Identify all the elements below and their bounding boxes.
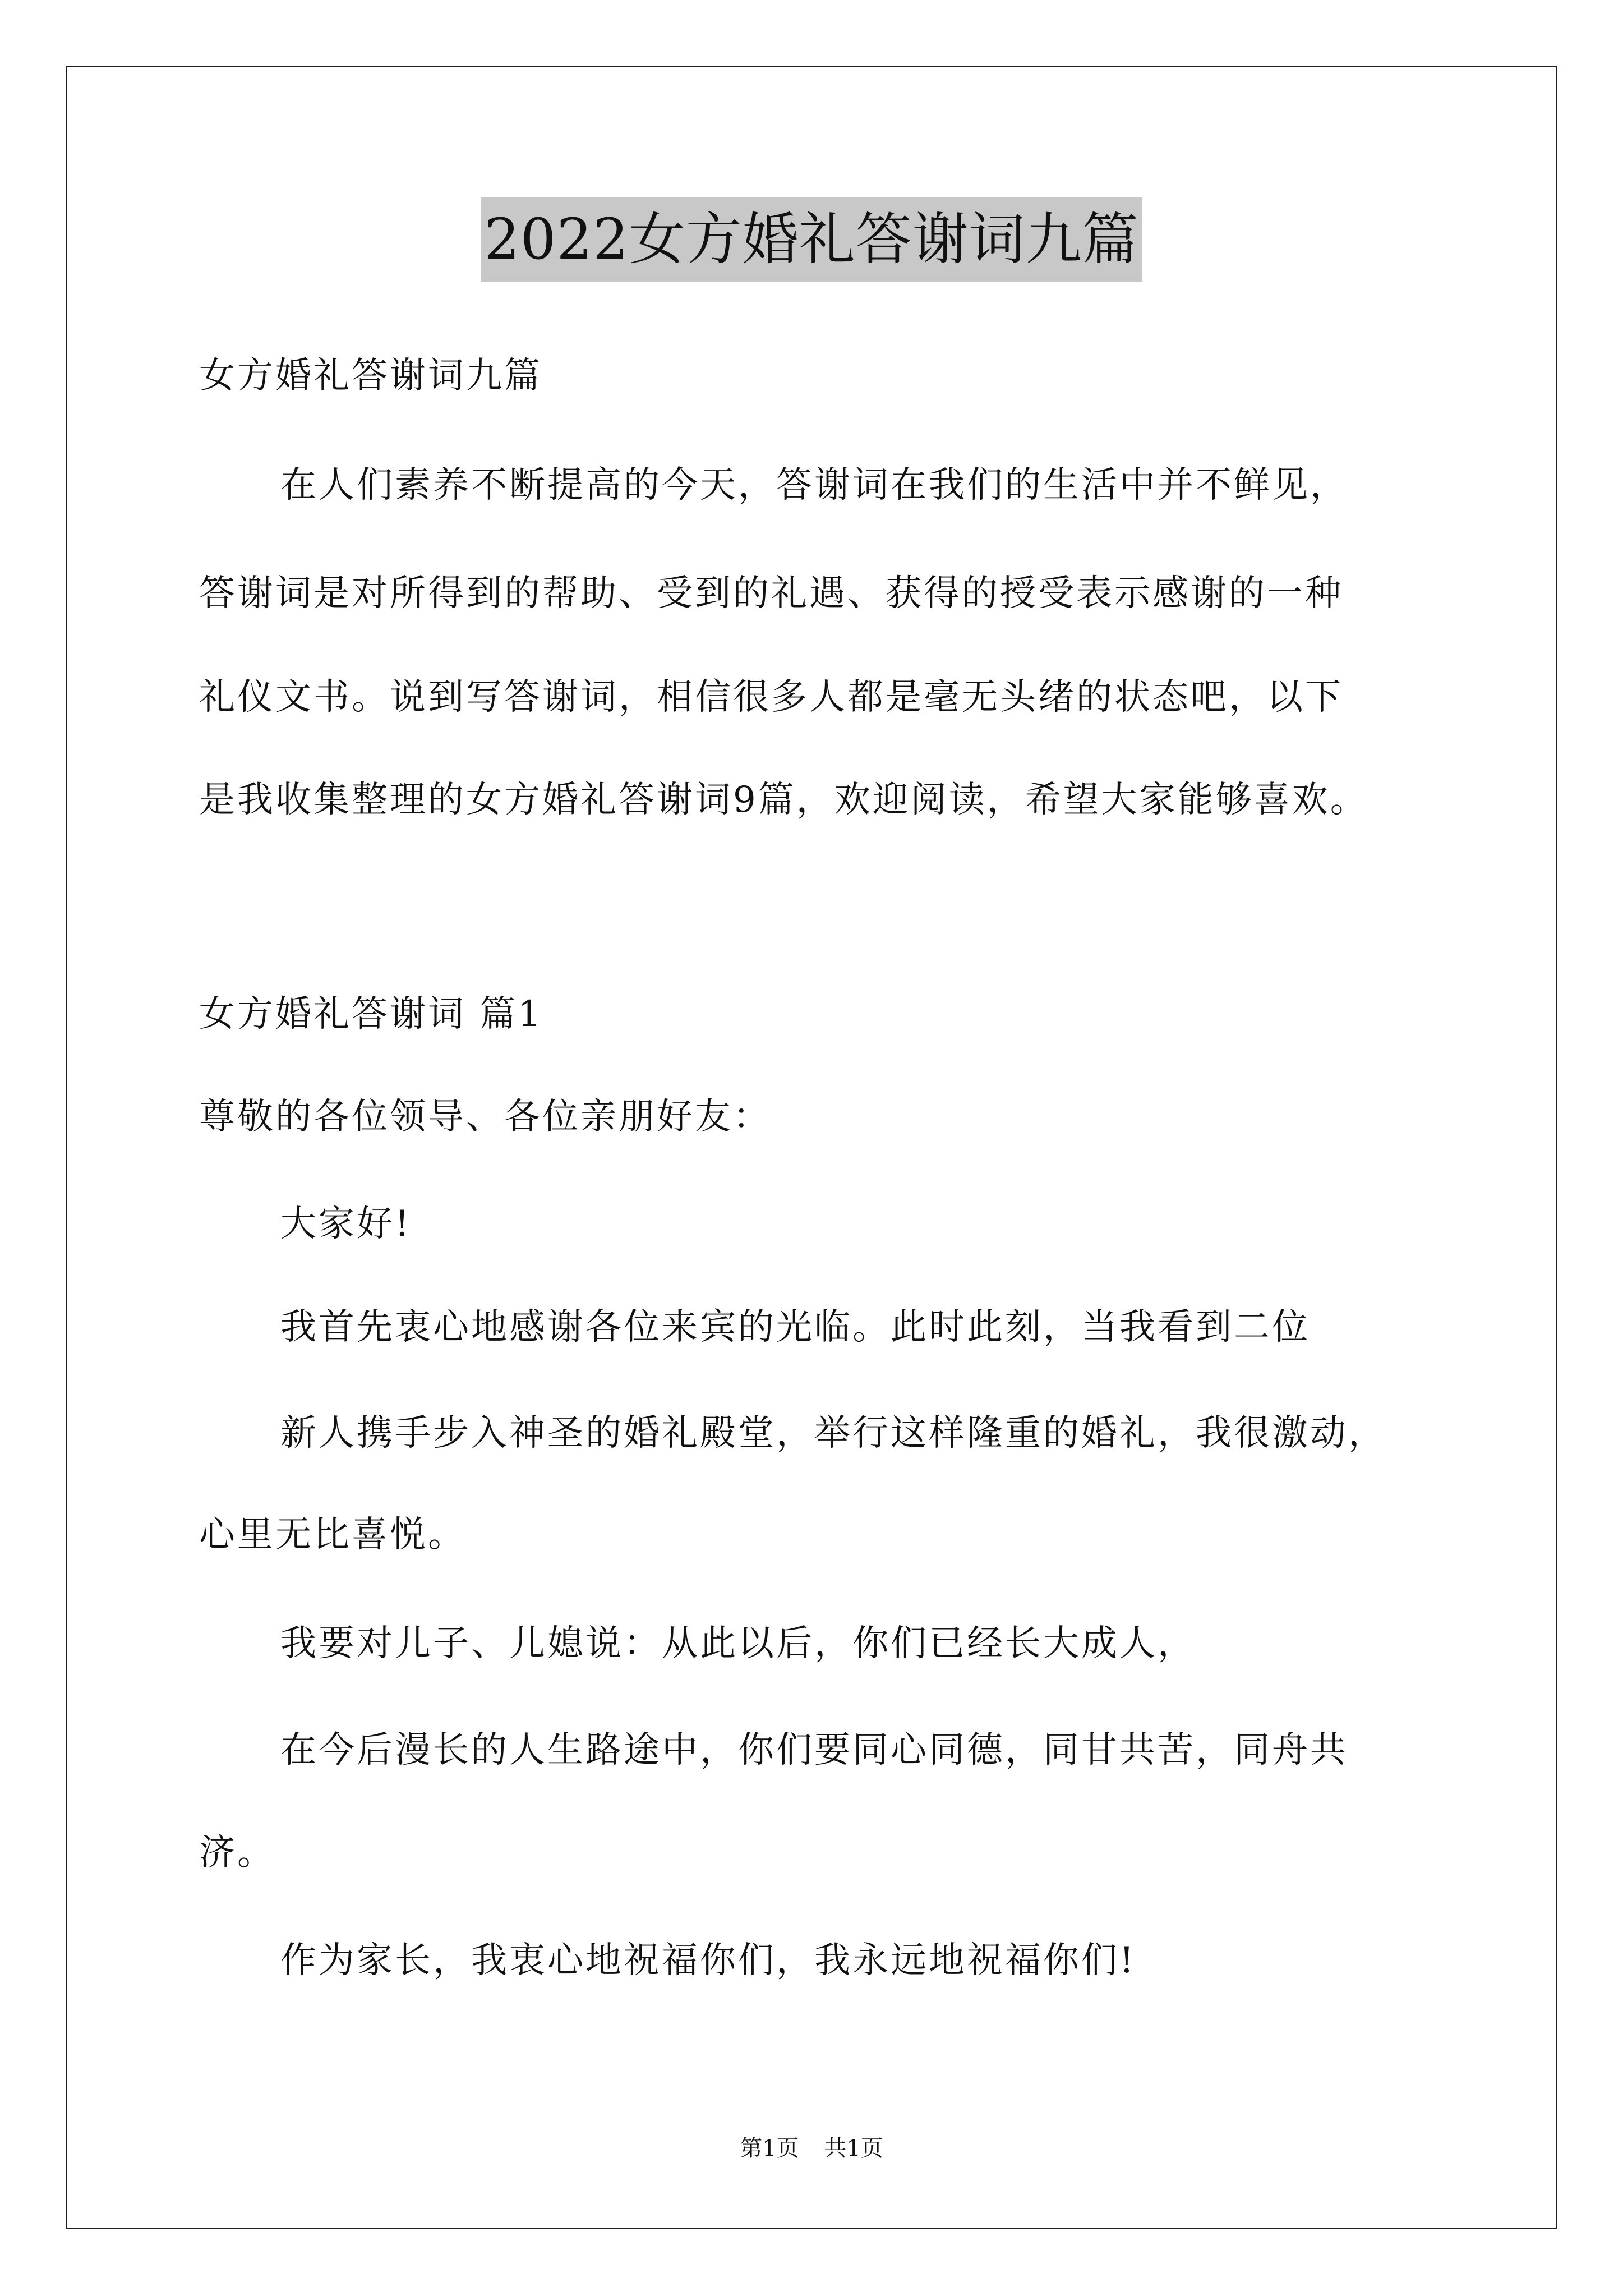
salutation: 尊敬的各位领导、各位亲朋好友： (199, 1096, 771, 1138)
document-title: 2022女方婚礼答谢词九篇 (481, 197, 1142, 282)
intro-line-4: 是我收集整理的女方婚礼答谢词9篇，欢迎阅读，希望大家能够喜欢。 (199, 779, 1368, 821)
paragraph-4-line-1: 在今后漫长的人生路途中，你们要同心同德，同甘共苦，同舟共 (280, 1729, 1348, 1771)
page-total: 共1页 (824, 2136, 883, 2161)
page-number: 第1页 (740, 2136, 799, 2161)
page-footer (0, 2132, 1623, 2165)
section-heading: 女方婚礼答谢词 篇1 (199, 993, 543, 1035)
paragraph-5-line-1: 作为家长，我衷心地祝福你们，我永远地祝福你们! (280, 1940, 1136, 1981)
intro-line-1: 在人们素养不断提高的今天，答谢词在我们的生活中并不鲜见， (280, 464, 1348, 506)
paragraph-1-line-1: 我首先衷心地感谢各位来宾的光临。此时此刻，当我看到二位 (280, 1306, 1310, 1348)
paragraph-2-line-1: 新人携手步入神圣的婚礼殿堂，举行这样隆重的婚礼，我很激动， (280, 1412, 1386, 1454)
paragraph-4-line-2: 济。 (199, 1832, 275, 1874)
intro-line-3: 礼仪文书。说到写答谢词，相信很多人都是毫无头绪的状态吧，以下 (199, 677, 1343, 718)
document-subtitle: 女方婚礼答谢词九篇 (199, 355, 542, 397)
intro-line-2: 答谢词是对所得到的帮助、受到的礼遇、获得的授受表示感谢的一种 (199, 573, 1343, 614)
paragraph-3-line-1: 我要对儿子、儿媳说：从此以后，你们已经长大成人， (280, 1623, 1196, 1664)
paragraph-2-line-2: 心里无比喜悦。 (199, 1514, 466, 1556)
title-container (0, 197, 1623, 282)
greeting: 大家好! (280, 1203, 412, 1245)
